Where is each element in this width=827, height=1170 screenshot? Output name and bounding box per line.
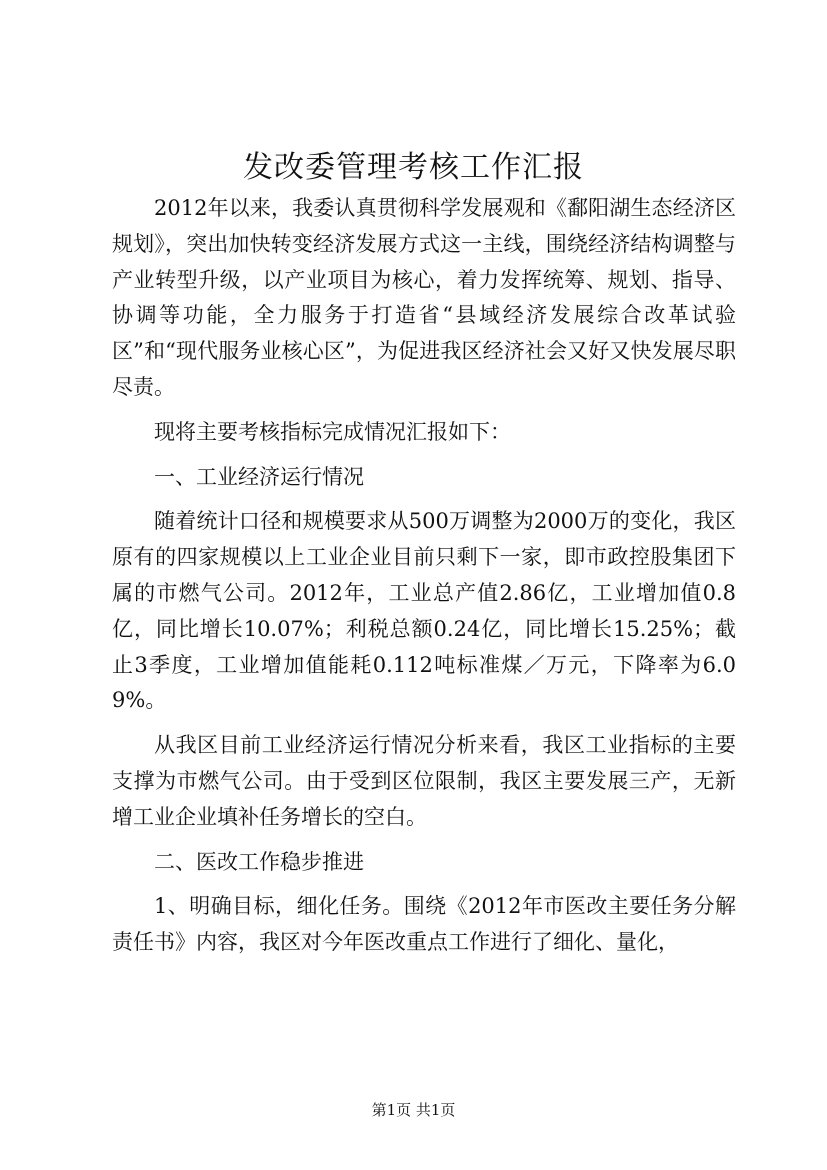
paragraph-industry-analysis: 从我区目前工业经济运行情况分析来看，我区工业指标的主要支撑为市燃气公司。由于受到区位限制，我区主要发展三产，无新增工业企业填补任务增长的空白。 (112, 733, 736, 829)
section-heading-industry: 一、工业经济运行情况 (154, 464, 364, 489)
paragraph-medical-goals: 1、明确目标，细化任务。围绕《2012年市医改主要任务分解责任书》内容，我区对今年医改重点工作进行了细化、量化， (112, 894, 736, 955)
paragraph-intro: 2012年以来，我委认真贯彻科学发展观和《鄱阳湖生态经济区规划》，突出加快转变经济发展方式这一主线，围绕经济结构调整与产业转型升级，以产业项目为核心，着力发挥统筹、规划、指导、协调等功能，全力服务于打造省“县域经济发展综合改革试验区”和“现代服务业核心区”，为促进我区经济社会又好又快发展尽职尽责。 (112, 196, 736, 399)
document-title: 发改委管理考核工作汇报 (243, 150, 584, 185)
paragraph-industry-stats: 随着统计口径和规模要求从500万调整为2000万的变化，我区原有的四家规模以上工业企业目前只剩下一家，即市政控股集团下属的市燃气公司。2012年，工业总产值2.86亿，工业增加值0.8亿，同比增长10.07%；利税总额0.24亿，同比增长15.25%；截止3季度，工业增加值能耗0.112吨标准煤／万元，下降率为6.09%。 (112, 509, 736, 713)
paragraph-report-lead: 现将主要考核指标完成情况汇报如下： (154, 419, 511, 444)
document-body (112, 191, 736, 970)
page-number-footer: 第1页 共1页 (371, 1101, 456, 1119)
section-heading-medical-reform: 二、医改工作稳步推进 (154, 849, 364, 874)
